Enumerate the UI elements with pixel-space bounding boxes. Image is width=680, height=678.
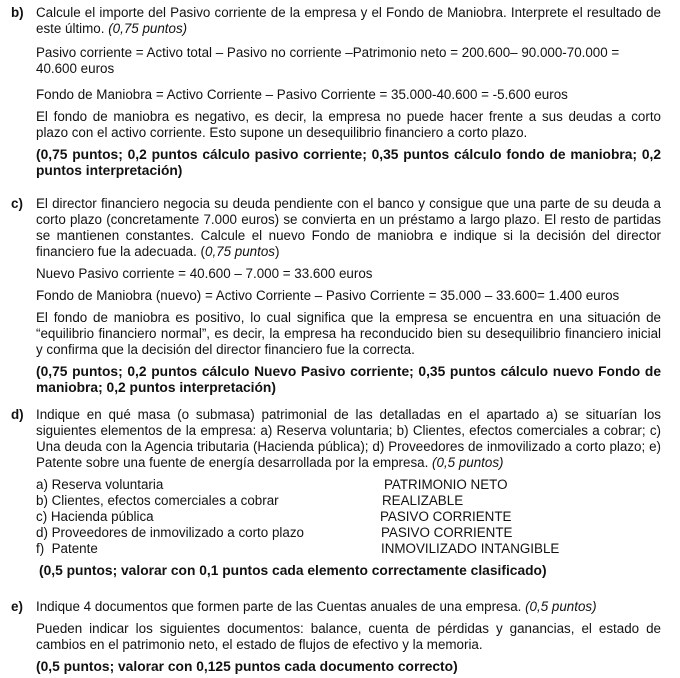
question-text (36, 196, 661, 260)
classification-row (36, 541, 661, 557)
patrimonial-mass: PASIVO CORRIENTE (380, 509, 512, 524)
interpretation-text: El fondo de maniobra es positivo, lo cual significa que la empresa se encuentra en una situación de “equilibrio financiero normal”, es decir, la empresa ha reconducido bien su desequilibrio financiero inicial y confirma que la decisión del director financiero fue la correcta. (36, 310, 661, 357)
question-text (36, 5, 661, 37)
section-letter: e) (11, 599, 23, 614)
question-points: (0,5 puntos) (525, 599, 597, 614)
question-points-close: ) (275, 244, 280, 259)
section-letter: d) (11, 407, 24, 422)
question-text (36, 407, 661, 471)
classification-row (36, 509, 661, 525)
question-statement: Calcule el importe del Pasivo corriente de la empresa y el Fondo de Maniobra. Interprete el resultado de este último. (36, 5, 661, 36)
section-e (11, 599, 661, 675)
classification-row (36, 525, 661, 541)
section-letter: b) (11, 5, 24, 20)
patrimonial-mass: INMOVILIZADO INTANGIBLE (381, 541, 560, 556)
patrimonial-mass: REALIZABLE (382, 493, 464, 508)
patrimonial-mass: PATRIMONIO NETO (384, 477, 508, 492)
question-points: 0,75 puntos (205, 244, 275, 259)
calculation-pasivo-corriente: Pasivo corriente = Activo total – Pasivo no corriente –Patrimonio neto = 200.600– 90.000-70.000 = 40.600 euros (36, 45, 620, 76)
question-statement: Indique 4 documentos que formen parte de las Cuentas anuales de una empresa. (36, 599, 526, 614)
calculation-fondo-maniobra: Fondo de Maniobra = Activo Corriente – Pasivo Corriente = 35.000-40.600 = -5.600 euros (36, 87, 568, 102)
section-d (11, 407, 661, 579)
element-name: c) Hacienda pública (36, 509, 154, 524)
grading-criteria: (0,75 puntos; 0,2 puntos cálculo pasivo corriente; 0,35 puntos cálculo fondo de maniobra; 0,2 puntos interpretación) (36, 147, 661, 178)
interpretation-text: El fondo de maniobra es negativo, es decir, la empresa no puede hacer frente a sus deudas a corto plazo con el activo corriente. Esto supone un desequilibrio financiero a corto plazo. (36, 109, 661, 140)
classification-row (36, 493, 661, 509)
section-b (11, 5, 661, 179)
calculation-nuevo-fondo: Fondo de Maniobra (nuevo) = Activo Corriente – Pasivo Corriente = 35.000 – 33.600= 1.400 euros (36, 288, 620, 303)
element-name: d) Proveedores de inmovilizado a corto plazo (36, 525, 304, 540)
answer-text: Pueden indicar los siguientes documentos: balance, cuenta de pérdidas y ganancias, el estado de cambios en el patrimonio neto, el estado de flujos de efectivo y la memoria. (36, 621, 661, 652)
grading-criteria: (0,5 puntos; valorar con 0,1 puntos cada elemento correctamente clasificado) (39, 563, 547, 578)
question-statement: El director financiero negocia su deuda pendiente con el banco y consigue que una parte de su deuda a corto plazo (concretamente 7.000 euros) se convierta en un préstamo a largo plazo. El resto de partidas se mantienen constantes. Calcule el nuevo Fondo de maniobra e indique si la decisión del director financiero fue la adecuada. ( (36, 196, 661, 259)
classification-row (36, 477, 661, 493)
patrimonial-mass: PASIVO CORRIENTE (381, 525, 513, 540)
classification-table (36, 477, 661, 557)
element-name: f) Patente (36, 541, 98, 556)
calculation-nuevo-pasivo: Nuevo Pasivo corriente = 40.600 – 7.000 = 33.600 euros (36, 266, 373, 281)
grading-criteria: (0,75 puntos; 0,2 puntos cálculo Nuevo Pasivo corriente; 0,35 puntos cálculo nuevo Fondo de maniobra; 0,2 puntos interpretación) (36, 364, 661, 395)
question-text (36, 599, 661, 615)
grading-criteria: (0,5 puntos; valorar con 0,125 puntos cada documento correcto) (36, 659, 458, 674)
section-letter: c) (11, 196, 23, 211)
question-statement: Indique en qué masa (o submasa) patrimonial de las detalladas en el apartado a) se situarían los siguientes elementos de la empresa: a) Reserva voluntaria; b) Clientes, efectos comerciales a cobrar; c) Una deuda con la Agencia tributaria (Hacienda pública); d) Proveedores de inmovilizado a corto plazo; e) Patente sobre una fuente de energía desarrollada por la empresa. (36, 407, 661, 470)
question-points: (0,5 puntos) (432, 455, 504, 470)
element-name: b) Clientes, efectos comerciales a cobrar (36, 493, 279, 508)
section-c (11, 196, 661, 396)
question-points: (0,75 puntos) (108, 21, 188, 36)
element-name: a) Reserva voluntaria (36, 477, 164, 492)
